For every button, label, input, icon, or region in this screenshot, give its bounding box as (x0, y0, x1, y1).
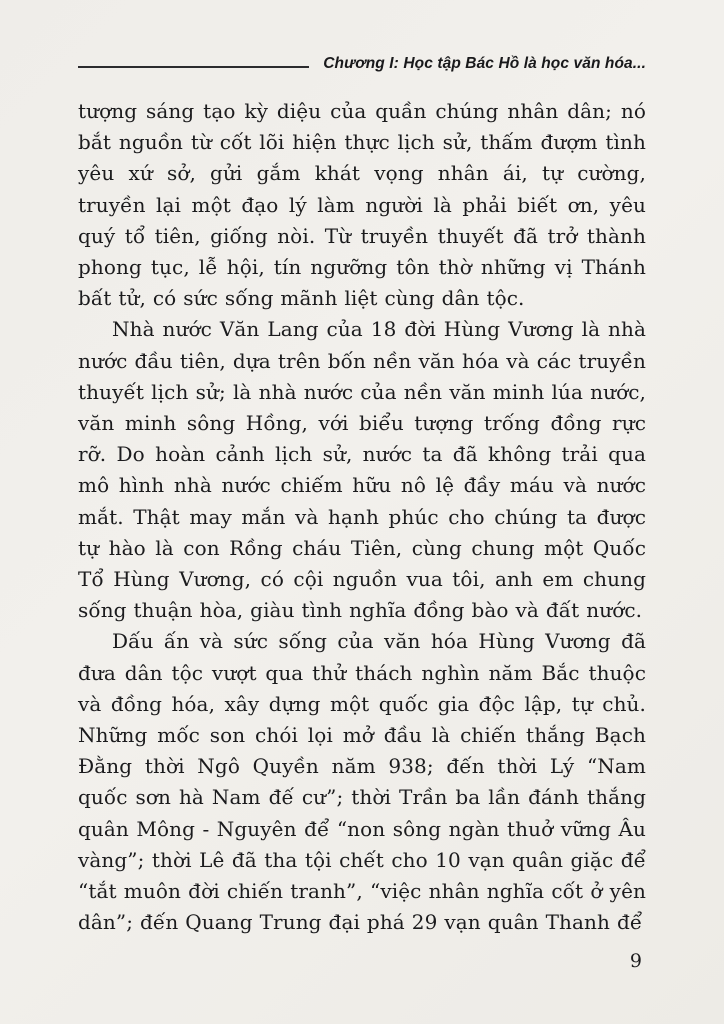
paragraph: Dấu ấn và sức sống của văn hóa Hùng Vương đã đưa dân tộc vượt qua thử thách nghìn năm Bắc thuộc và đồng hóa, xây dựng một quốc gia độc lập, tự chủ. Những mốc son chói lọi mở đầu là chiến thắng Bạch Đằng thời Ngô Quyền năm 938; đến thời Lý “Nam quốc sơn hà Nam đế cư”; thời Trần ba lần đánh thắng quân Mông - Nguyên để “non sông ngàn thuở vững Âu vàng”; thời Lê đã tha tội chết cho 10 vạn quân giặc để “tắt muôn đời chiến tranh”, “việc nhân nghĩa cốt ở yên dân”; đến Quang Trung đại phá 29 vạn quân Thanh để (78, 629, 646, 935)
paragraph: tượng sáng tạo kỳ diệu của quần chúng nhân dân; nó bắt nguồn từ cốt lõi hiện thực lịch sử, thấm đượm tình yêu xứ sở, gửi gắm khát vọng nhân ái, tự cường, truyền lại một đạo lý làm người là phải biết ơn, yêu quý tổ tiên, giống nòi. Từ truyền thuyết đã trở thành phong tục, lễ hội, tín ngưỡng tôn thờ những vị Thánh bất tử, có sức sống mãnh liệt cùng dân tộc. (78, 99, 646, 311)
page-body (78, 96, 646, 938)
chapter-header: Chương I: Học tập Bác Hồ là học văn hóa... (323, 55, 646, 72)
page-header (78, 52, 646, 76)
paragraph: Nhà nước Văn Lang của 18 đời Hùng Vương là nhà nước đầu tiên, dựa trên bốn nền văn hóa và các truyền thuyết lịch sử; là nhà nước của nền văn minh lúa nước, văn minh sông Hồng, với biểu tượng trống đồng rực rỡ. Do hoàn cảnh lịch sử, nước ta đã không trải qua mô hình nhà nước chiếm hữu nô lệ đầy máu và nước mắt. Thật may mắn và hạnh phúc cho chúng ta được tự hào là con Rồng cháu Tiên, cùng chung một Quốc Tổ Hùng Vương, có cội nguồn vua tôi, anh em chung sống thuận hòa, giàu tình nghĩa đồng bào và đất nước. (78, 317, 646, 623)
header-rule (78, 66, 309, 68)
page-number: 9 (629, 950, 642, 972)
